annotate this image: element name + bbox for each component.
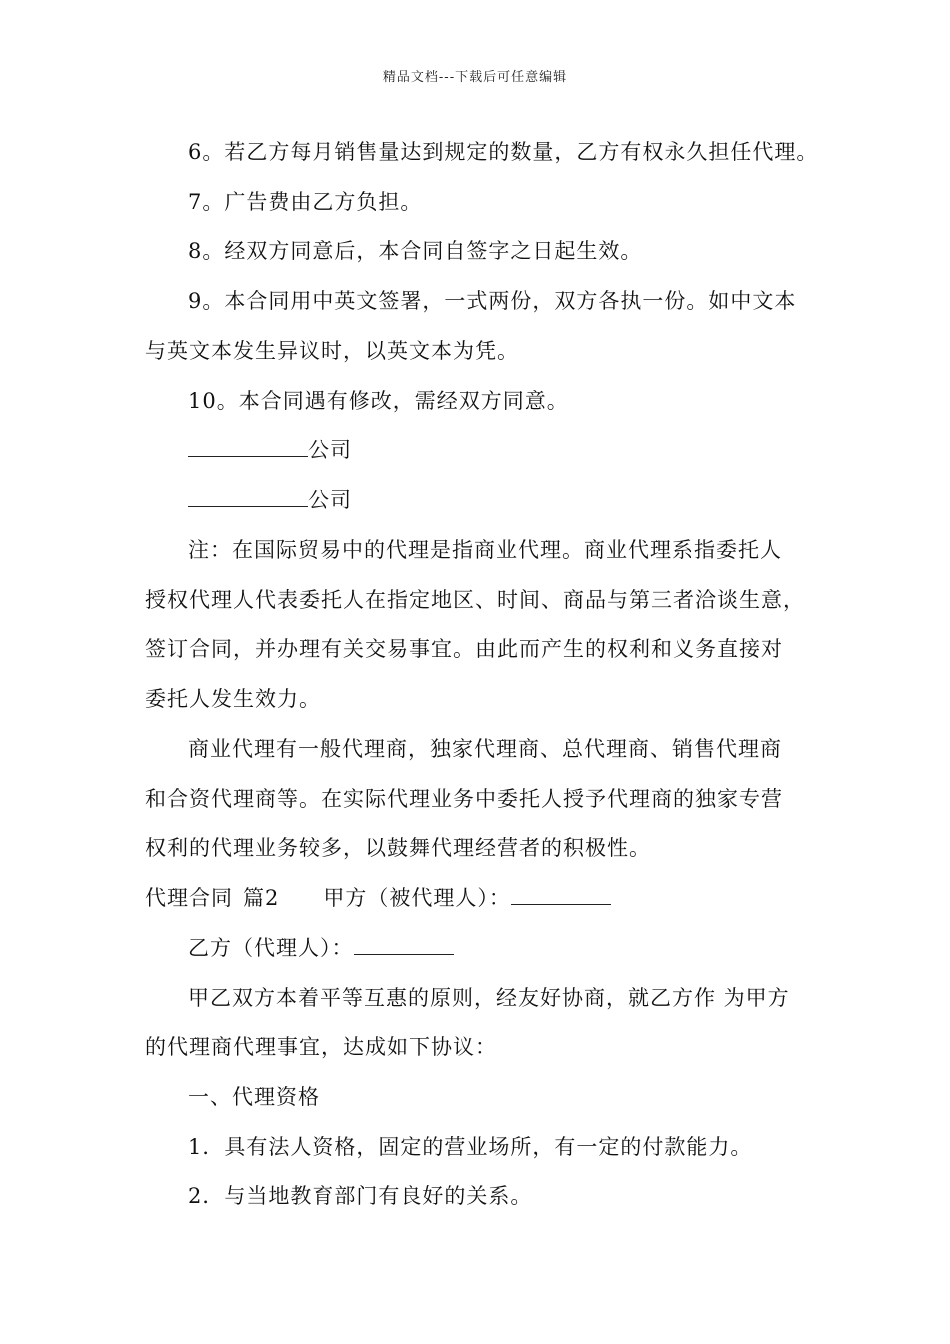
intro-line-1: 甲乙双方本着平等互惠的原则，经友好协商，就乙方作 为甲方 — [188, 986, 790, 1010]
note-line-1: 注：在国际贸易中的代理是指商业代理。商业代理系指委托人 — [188, 538, 782, 562]
contract-title: 代理合同 — [145, 886, 233, 910]
party-b-line — [188, 934, 454, 962]
company-label: 公司 — [308, 488, 352, 512]
clause-9-line-2: 与英文本发生异议时，以英文本为凭。 — [145, 339, 519, 363]
section-1-item-1: 1．具有法人资格，固定的营业场所，有一定的付款能力。 — [188, 1135, 753, 1159]
note-line-3: 签订合同，并办理有关交易事宜。由此而产生的权利和义务直接对 — [145, 637, 783, 661]
signature-line-1 — [188, 436, 352, 464]
signature-blank — [188, 486, 308, 507]
party-b-label: 乙方（代理人）： — [188, 936, 354, 960]
agent-types-line-2: 和合资代理商等。在实际代理业务中委托人授予代理商的独家专营 — [145, 787, 783, 811]
party-b-blank — [354, 934, 454, 955]
note-line-4: 委托人发生效力。 — [145, 687, 321, 711]
agent-types-line-1: 商业代理有一般代理商，独家代理商、总代理商、销售代理商 — [188, 737, 782, 761]
clause-9-line-1: 9。本合同用中英文签署，一式两份，双方各执一份。如中文本 — [188, 289, 797, 313]
party-a-label: 甲方（被代理人）： — [323, 886, 511, 910]
party-a-blank — [511, 884, 611, 905]
signature-blank — [188, 436, 308, 457]
agent-types-line-3: 权利的代理业务较多，以鼓舞代理经营者的积极性。 — [145, 836, 651, 860]
clause-6: 6。若乙方每月销售量达到规定的数量，乙方有权永久担任代理。 — [188, 140, 819, 164]
signature-line-2 — [188, 486, 352, 514]
page-header: 精品文档---下载后可任意编辑 — [382, 70, 568, 85]
section-1-item-2: 2．与当地教育部门有良好的关系。 — [188, 1184, 533, 1208]
note-line-2: 授权代理人代表委托人在指定地区、时间、商品与第三者洽谈生意， — [145, 588, 805, 612]
intro-line-2: 的代理商代理事宜，达成如下协议： — [145, 1035, 497, 1059]
clause-8: 8。经双方同意后，本合同自签字之日起生效。 — [188, 239, 643, 263]
clause-10: 10。本合同遇有修改，需经双方同意。 — [188, 389, 569, 413]
company-label: 公司 — [308, 438, 352, 462]
contract-part: 篇2 — [243, 886, 280, 910]
section-1-title: 一、代理资格 — [188, 1085, 320, 1109]
clause-7: 7。广告费由乙方负担。 — [188, 190, 423, 214]
contract-2-heading — [145, 884, 611, 912]
